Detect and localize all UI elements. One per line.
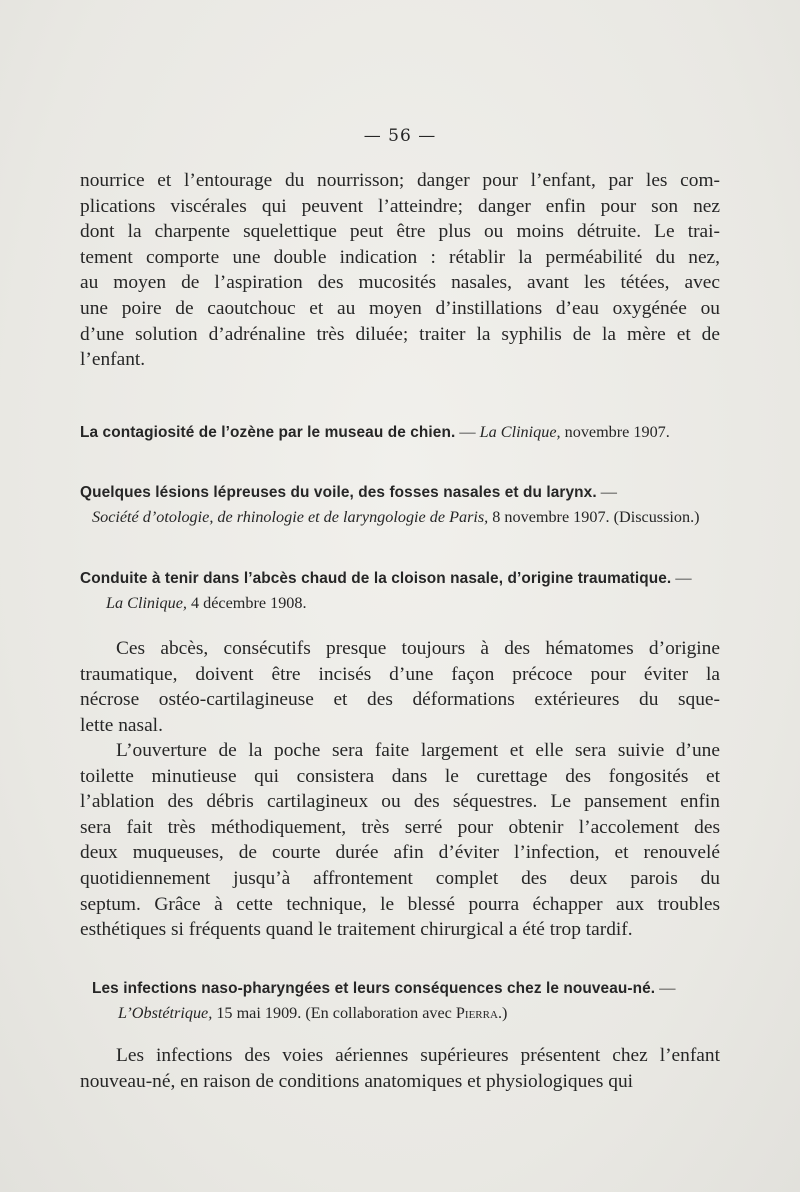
- text-line: Ces abcès, consécutifs presque toujours à des hématomes d’origine: [116, 638, 720, 659]
- text-line: L’ouverture de la poche sera faite largement et elle sera suivie d’une: [116, 740, 720, 761]
- entry-dash: —: [455, 423, 480, 441]
- entry-date: 8 novembre 1907. (Discussion.): [488, 508, 700, 526]
- text-line: dont la charpente squelettique peut être plus ou moins détruite. Le trai-: [80, 221, 720, 243]
- paragraph-lines: [80, 636, 720, 738]
- entry-title: Conduite à tenir dans l’abcès chaud de la cloison nasale, d’origine traumatique.: [80, 570, 672, 587]
- entry-dash: —: [671, 569, 692, 587]
- text-line: tement comporte une double indication : rétablir la perméabilité du nez,: [80, 246, 720, 268]
- text-line: toilette minutieuse qui consistera dans le curettage des fongosités et: [80, 765, 720, 787]
- paragraph-lines: [80, 738, 720, 943]
- text-line: septum. Grâce à cette technique, le blessé pourra échapper aux troubles: [80, 893, 720, 915]
- entry-title: Quelques lésions lépreuses du voile, des fosses nasales et du larynx.: [80, 484, 597, 501]
- entry-title: Les infections naso-pharyngées et leurs conséquences chez le nouveau-né.: [92, 980, 656, 997]
- bibliography-entry-ozene: [80, 420, 720, 445]
- bibliography-entry-abces: [80, 566, 720, 616]
- paragraph-abces-incision: [80, 636, 720, 738]
- text-line: Les infections des voies aériennes supérieures présentent chez l’enfant: [116, 1045, 720, 1066]
- text-line: esthétiques si fréquents quand le traitement chirurgical a été trop tardif.: [80, 919, 633, 941]
- entry-dash: —: [655, 979, 676, 997]
- paragraph-lines: [80, 168, 720, 373]
- paragraph-abces-technique: [80, 738, 720, 943]
- entry-date: 4 décembre 1908.: [186, 594, 307, 612]
- text-line: nécrose ostéo-cartilagineuse et des déformations extérieures du sque-: [80, 689, 720, 711]
- entry-date: 15 mai 1909. (En collaboration avec: [212, 1004, 456, 1022]
- entry-journal: Société d’otologie, de rhinologie et de laryngologie de Paris,: [92, 508, 489, 526]
- entry-dash: —: [596, 483, 617, 501]
- entry-title: La contagiosité de l’ozène par le museau de chien.: [80, 424, 456, 441]
- text-line: d’une solution d’adrénaline très diluée; traiter la syphilis de la mère et de: [80, 323, 720, 345]
- entry-journal: L’Obstétrique,: [118, 1004, 213, 1022]
- page-number: — 56 —: [363, 126, 437, 146]
- bibliography-entry-infections: [92, 976, 720, 1026]
- text-line: au moyen de l’aspiration des mucosités nasales, avant les tétées, avec: [80, 272, 720, 294]
- text-line: nouveau-né, en raison de conditions anatomiques et physiologiques qui: [80, 1070, 634, 1092]
- text-line: deux muqueuses, de courte durée afin d’éviter l’infection, et renouvelé: [80, 842, 720, 864]
- paragraph-treatment-continuation: [80, 168, 720, 373]
- text-line: quotidiennement jusqu’à affrontement complet des deux parois du: [80, 867, 720, 889]
- text-line: traumatique, doivent être incisés d’une façon précoce pour éviter la: [80, 663, 720, 685]
- entry-journal: La Clinique,: [106, 594, 187, 612]
- text-line: l’enfant.: [80, 349, 146, 371]
- entry-journal: La Clinique,: [479, 423, 561, 441]
- text-line: une poire de caoutchouc et au moyen d’instillations d’eau oxygénée ou: [80, 297, 720, 319]
- entry-collaborator: Pierra: [455, 1004, 498, 1022]
- paragraph-lines: [80, 1043, 720, 1094]
- bibliography-entry-lepreuses: [80, 480, 720, 530]
- entry-date: novembre 1907.: [560, 423, 670, 441]
- paragraph-infections: [80, 1043, 720, 1094]
- text-line: lette nasal.: [80, 714, 163, 736]
- text-line: sera fait très méthodiquement, très serré pour obtenir l’accolement des: [80, 816, 720, 838]
- text-line: l’ablation des débris cartilagineux ou des séquestres. Le pansement enfin: [80, 791, 720, 813]
- text-line: plications viscérales qui peuvent l’atteindre; danger enfin pour son nez: [80, 195, 720, 217]
- text-line: nourrice et l’entourage du nourrisson; danger pour l’enfant, par les com-: [80, 170, 720, 191]
- entry-date-end: .): [497, 1004, 508, 1022]
